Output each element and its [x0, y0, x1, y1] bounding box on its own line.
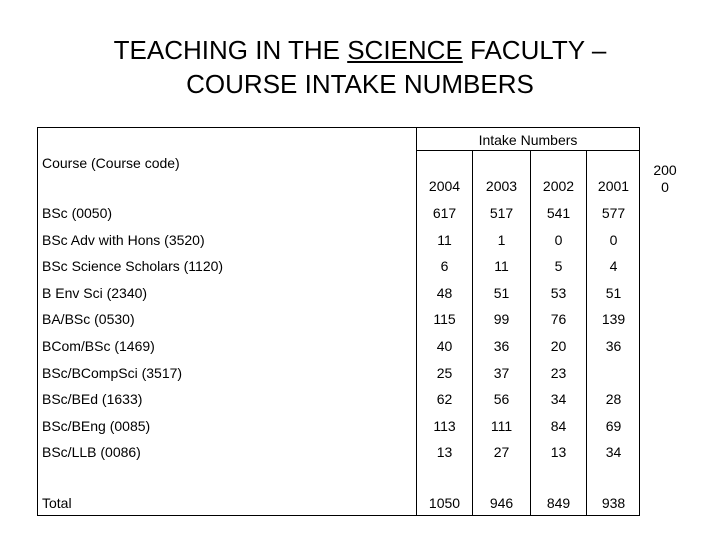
total-cell: 946: [489, 495, 514, 511]
table-cell: 6: [440, 258, 449, 274]
table-cell: 1: [497, 232, 506, 248]
title-line-1: TEACHING IN THE SCIENCE FACULTY –: [113, 35, 607, 65]
table-cell: 23: [550, 365, 567, 381]
table-cell: 36: [493, 338, 510, 354]
table-cell: 0: [554, 232, 563, 248]
table-cell: 13: [436, 444, 453, 460]
table-cell: 48: [436, 285, 453, 301]
overflow-year: 200 0: [653, 162, 677, 195]
table-cell: 53: [550, 285, 567, 301]
table-row-label: BSc (0050): [42, 205, 113, 221]
table-cell: 36: [605, 338, 622, 354]
table-cell: 28: [605, 391, 622, 407]
table-cell: 37: [493, 365, 510, 381]
table-cell: 4: [609, 258, 618, 274]
table-cell: 34: [550, 391, 567, 407]
table-row-label: BSc/LLB (0086): [42, 444, 141, 460]
total-row-label: Total: [42, 495, 72, 511]
table-cell: 0: [609, 232, 618, 248]
table-row-label: B Env Sci (2340): [42, 285, 148, 301]
total-cell: 938: [601, 495, 626, 511]
title-line-2: COURSE INTAKE NUMBERS: [186, 69, 534, 99]
table-cell: 62: [436, 391, 453, 407]
table-cell: 617: [432, 205, 457, 221]
group-header: Intake Numbers: [478, 132, 578, 148]
table-cell: 69: [605, 418, 622, 434]
table-cell: 541: [546, 205, 571, 221]
table-cell: 40: [436, 338, 453, 354]
table-cell: 111: [490, 418, 513, 434]
table-cell: 115: [433, 311, 456, 327]
row-header: Course (Course code): [42, 155, 180, 171]
table-cell: 517: [489, 205, 514, 221]
total-cell: 849: [546, 495, 571, 511]
table-cell: 5: [554, 258, 563, 274]
table-cell: 11: [494, 258, 509, 274]
table-cell: 76: [550, 311, 567, 327]
title-underlined-word: SCIENCE: [347, 35, 463, 65]
year-header-2002: 2002: [542, 178, 575, 194]
table-row-label: BCom/BSc (1469): [42, 338, 155, 354]
table-cell: 34: [605, 444, 622, 460]
table-cell: 84: [550, 418, 567, 434]
year-header-divider: [416, 150, 640, 151]
year-header-2004: 2004: [428, 178, 461, 194]
table-row-label: BSc/BEng (0085): [42, 418, 151, 434]
year-header-2003: 2003: [485, 178, 518, 194]
page-title: [0, 33, 720, 101]
table-cell: 27: [493, 444, 510, 460]
table-cell: 577: [601, 205, 626, 221]
table-row-label: BSc Adv with Hons (3520): [42, 232, 205, 248]
table-cell: 139: [601, 311, 626, 327]
table-cell: 99: [493, 311, 510, 327]
table-row-label: BSc/BCompSci (3517): [42, 365, 183, 381]
table-cell: 51: [493, 285, 510, 301]
table-row-label: BA/BSc (0530): [42, 311, 135, 327]
table-cell: 56: [493, 391, 510, 407]
table-row-label: BSc Science Scholars (1120): [42, 258, 224, 274]
total-cell: 1050: [428, 495, 461, 511]
table-row-label: BSc/BEd (1633): [42, 391, 143, 407]
table-cell: 113: [433, 418, 456, 434]
table-cell: 13: [550, 444, 567, 460]
table-cell: 25: [436, 365, 453, 381]
year-header-2001: 2001: [597, 178, 630, 194]
table-cell: 20: [550, 338, 567, 354]
table-cell: 51: [605, 285, 622, 301]
table-cell: 11: [437, 232, 452, 248]
